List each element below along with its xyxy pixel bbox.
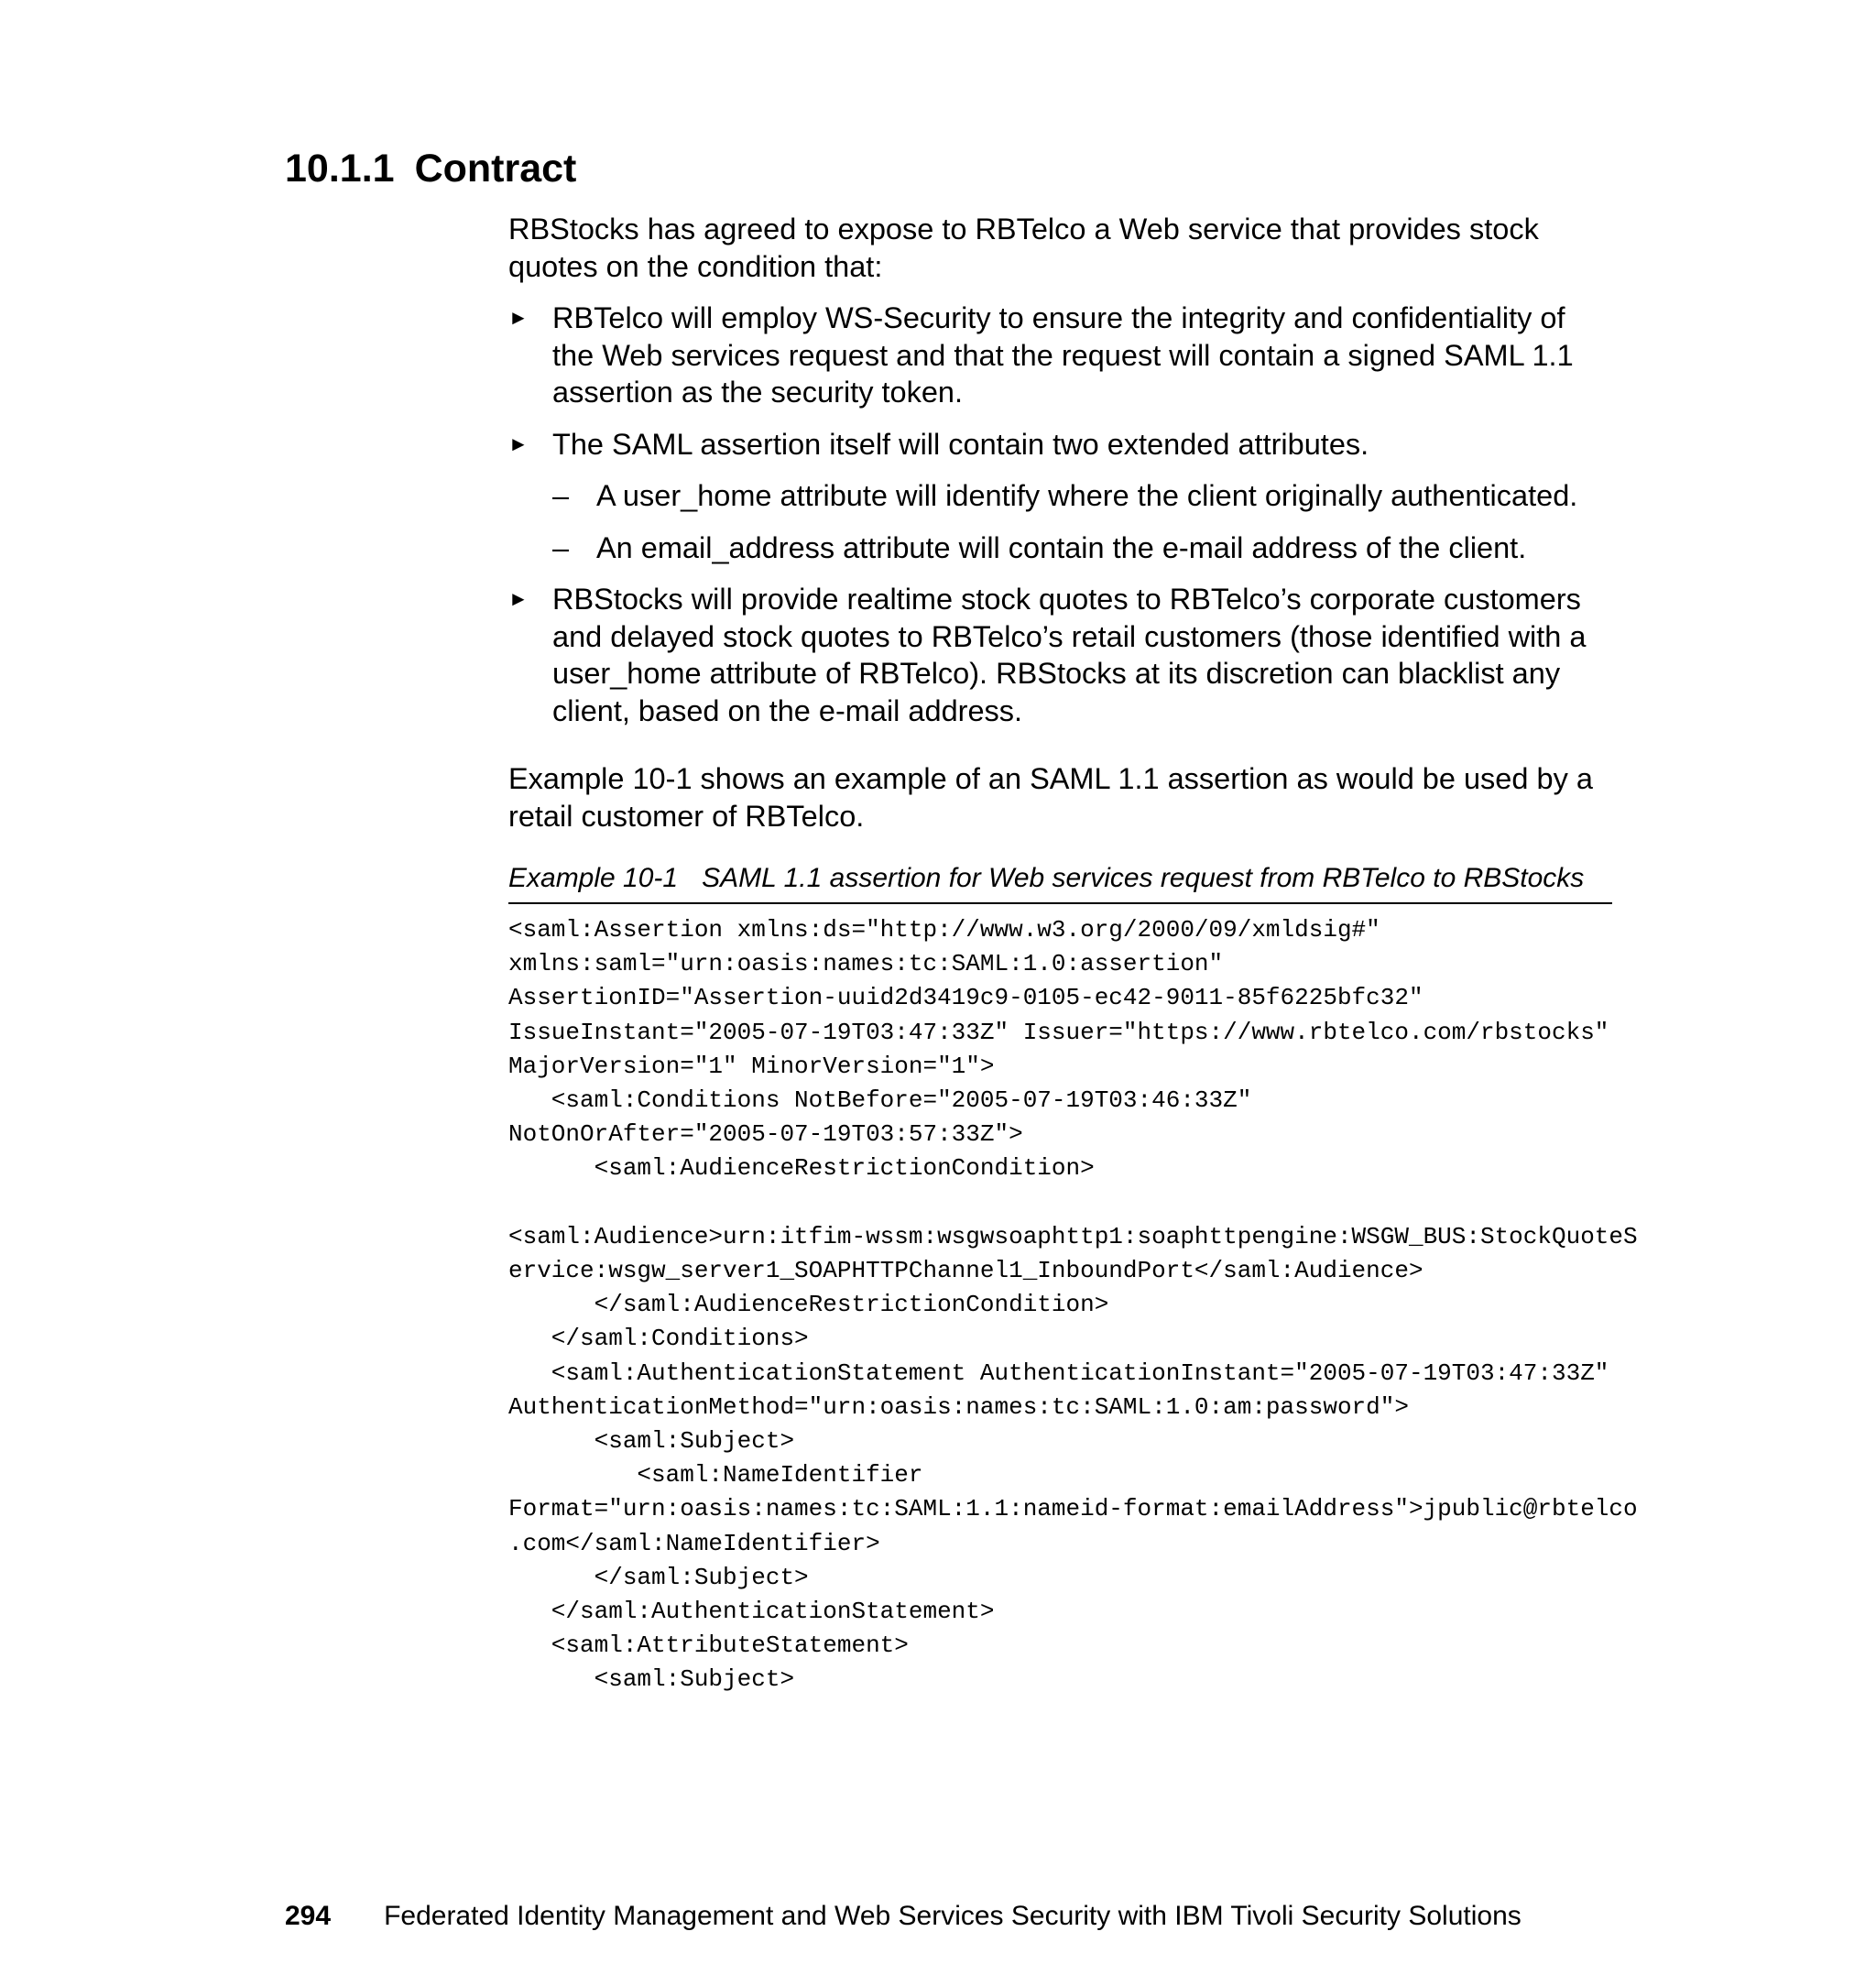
dash-bullet-icon: –: [552, 530, 570, 564]
code-line: </saml:Conditions>: [508, 1325, 809, 1353]
code-line: Format="urn:oasis:names:tc:SAML:1.1:nameid-format:emailAddress">jpublic@rbtelco: [508, 1495, 1638, 1523]
page-content: [508, 211, 1638, 1697]
code-line: [508, 1186, 1612, 1220]
code-line: <saml:Conditions NotBefore="2005-07-19T03:46:33Z": [508, 1086, 1252, 1115]
code-line: NotOnOrAfter="2005-07-19T03:57:33Z">: [508, 1120, 1023, 1149]
code-listing: [508, 913, 1638, 1697]
code-line: <saml:Audience>urn:itfim-wssm:wsgwsoaphttp1:soaphttpengine:WSGW_BUS:StockQuoteS: [508, 1222, 1638, 1250]
code-line: xmlns:saml="urn:oasis:names:tc:SAML:1.0:assertion": [508, 950, 1224, 978]
page-footer: [285, 1898, 1522, 1935]
code-line: <saml:AudienceRestrictionCondition>: [508, 1154, 1095, 1183]
list-item: [552, 477, 1612, 515]
list-item: [508, 300, 1612, 411]
code-line: <saml:NameIdentifier: [508, 1461, 923, 1490]
section-title: Contract: [414, 147, 577, 191]
code-line: .com</saml:NameIdentifier>: [508, 1529, 880, 1557]
subitem-text: A user_home attribute will identify where the client originally authenticated.: [596, 479, 1578, 512]
bullet-text: The SAML assertion itself will contain two extended attributes.: [552, 427, 1369, 461]
code-line: </saml:Subject>: [508, 1563, 809, 1591]
code-line: <saml:Assertion xmlns:ds="http://www.w3.org/2000/09/xmldsig#": [508, 916, 1380, 944]
bullet-text: RBTelco will employ WS-Security to ensure the integrity and confidentiality of the Web services request and that the request will contain a signed SAML 1.1 assertion as the security token.: [552, 301, 1574, 409]
code-line: MajorVersion="1" MinorVersion="1">: [508, 1052, 995, 1080]
example-label: Example 10-1: [508, 863, 679, 893]
list-item: [508, 581, 1612, 729]
section-heading: [285, 145, 576, 192]
code-line: IssueInstant="2005-07-19T03:47:33Z" Issuer="https://www.rbtelco.com/rbstocks": [508, 1018, 1609, 1046]
intro-paragraph: RBStocks has agreed to expose to RBTelco a Web service that provides stock quotes on the condition that:: [508, 213, 1539, 283]
list-item: [508, 426, 1612, 567]
book-title: Federated Identity Management and Web Services Security with IBM Tivoli Security Solutions: [384, 1901, 1522, 1931]
triangle-bullet-icon: ►: [508, 587, 529, 610]
subitem-text: An email_address attribute will contain the e-mail address of the client.: [596, 530, 1527, 564]
triangle-bullet-icon: ►: [508, 306, 529, 329]
code-line: <saml:AuthenticationStatement AuthenticationInstant="2005-07-19T03:47:33Z": [508, 1359, 1609, 1387]
code-line: </saml:AudienceRestrictionCondition>: [508, 1291, 1109, 1319]
list-item: [552, 529, 1612, 567]
section-number: 10.1.1: [285, 147, 395, 191]
page-number: 294: [285, 1901, 332, 1931]
attribute-sublist: [552, 477, 1612, 566]
code-line: <saml:AttributeStatement>: [508, 1631, 909, 1660]
code-line: </saml:AuthenticationStatement>: [508, 1598, 995, 1626]
example-title: SAML 1.1 assertion for Web services request from RBTelco to RBStocks: [702, 863, 1585, 893]
code-line: <saml:Subject>: [508, 1427, 795, 1456]
dash-bullet-icon: –: [552, 479, 570, 512]
code-line: AssertionID="Assertion-uuid2d3419c9-0105-ec42-9011-85f6225bfc32": [508, 984, 1423, 1012]
code-line: ervice:wsgw_server1_SOAPHTTPChannel1_InboundPort</saml:Audience>: [508, 1257, 1423, 1285]
condition-list: [508, 300, 1612, 729]
closing-paragraph: Example 10-1 shows an example of an SAML 1.1 assertion as would be used by a retail customer of RBTelco.: [508, 762, 1593, 833]
code-line: <saml:Subject>: [508, 1665, 795, 1694]
triangle-bullet-icon: ►: [508, 431, 529, 455]
code-line: AuthenticationMethod="urn:oasis:names:tc:SAML:1.0:am:password">: [508, 1392, 1409, 1421]
bullet-text: RBStocks will provide realtime stock quotes to RBTelco’s corporate customers and delayed stock quotes to RBTelco’s retail customers (those identified with a user_home attribute of RBTelco). RBStocks at its discretion can blacklist any client, based on the e-mail address.: [552, 583, 1587, 727]
example-caption: [508, 860, 1612, 904]
